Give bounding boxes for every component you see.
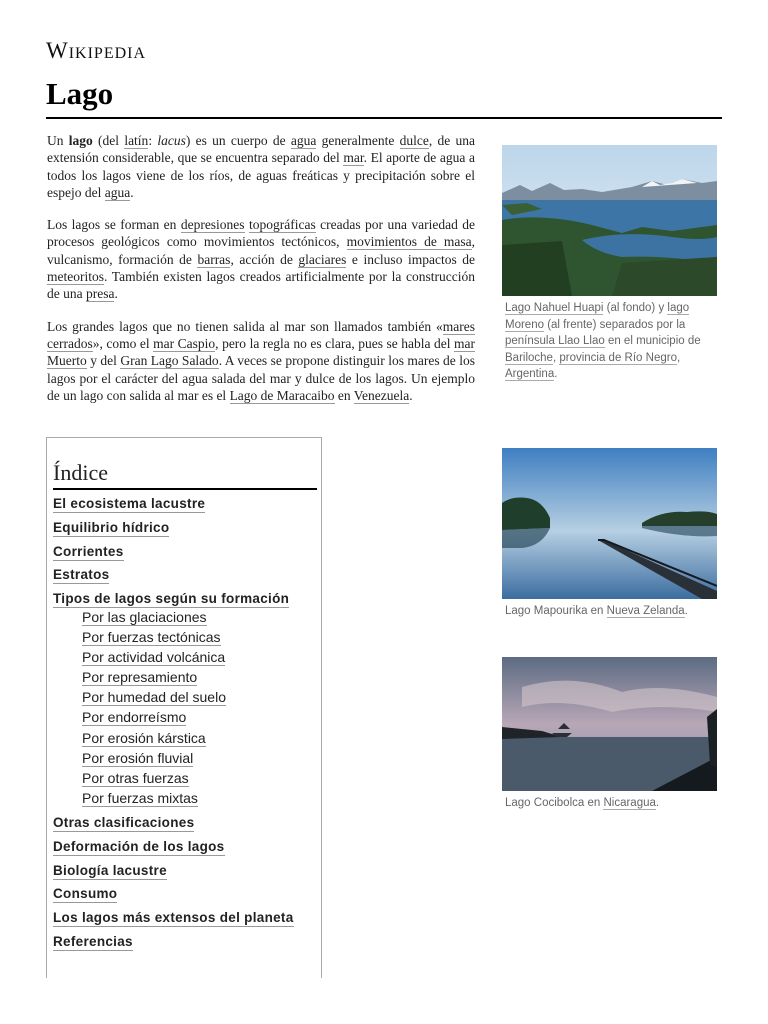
toc-subitem[interactable] [53,770,319,790]
text-run: Lago Mapourika en [505,605,607,617]
toc-title: Índice [53,460,317,490]
toc-link[interactable]: Los lagos más extensos del planeta [53,910,294,926]
inline-link[interactable]: topográficas [248,217,316,233]
toc-item[interactable] [53,934,319,958]
text-run: Los grandes lagos que no tienen salida al mar son llamados también « [47,318,443,334]
table-of-contents [46,437,322,978]
text-run: ) es un cuerpo de [185,133,291,148]
figure-caption [502,603,717,620]
toc-item[interactable] [53,886,319,910]
text-run: e incluso impactos de [346,251,475,267]
text-run: . [655,797,660,809]
toc-link[interactable]: Por las glaciaciones [82,608,207,625]
text-run: , [552,351,560,364]
text-run: , [676,351,681,364]
lake-nahuel-huapi-image[interactable] [502,145,717,296]
toc-subitem[interactable] [53,709,319,729]
toc-link[interactable]: Estratos [53,567,110,583]
toc-subitem[interactable] [53,649,319,669]
text-run: », como el [92,335,154,351]
toc-link[interactable]: Por erosión kárstica [82,729,206,746]
inline-link[interactable]: mares cerrados [47,318,475,351]
text-run: , pero la regla no es clara, pues se habla del [215,335,454,351]
toc-link[interactable]: Biología lacustre [53,862,167,878]
intro-paragraph-2 [47,216,475,302]
toc-link[interactable]: El ecosistema lacustre [53,496,206,511]
article-body [47,132,475,419]
text-run: . [554,368,558,380]
inline-link[interactable]: movimientos de masa [346,234,472,250]
toc-subitem[interactable] [53,750,319,770]
text-run: y del [86,353,121,369]
inline-link[interactable]: Argentina [505,368,555,380]
toc-item[interactable] [53,544,319,568]
inline-link[interactable]: Venezuela [353,387,410,403]
text-run: : [148,133,158,148]
toc-subitem[interactable] [53,629,319,649]
inline-link[interactable]: latín [124,133,149,148]
toc-link[interactable]: Tipos de lagos según su formación [53,591,290,607]
toc-subitem[interactable] [53,730,319,750]
text-run: , acción de [230,251,299,267]
inline-link[interactable]: depresiones [180,217,245,233]
text-run: (al fondo) y [603,302,668,314]
toc-link[interactable]: Por actividad volcánica [82,649,226,666]
inline-link[interactable]: Nueva Zelanda [606,605,685,617]
text-run: , vulcanismo, formación de [47,234,476,267]
italic-term: lacus [157,133,186,148]
toc-subitem[interactable] [53,790,319,810]
figure-caption [502,795,717,812]
inline-link[interactable]: mar Muerto [47,335,475,369]
inline-link[interactable]: presa [85,286,115,302]
text-run: . [130,184,134,200]
inline-link[interactable]: Lago Nahuel Huapi [505,302,604,314]
toc-link[interactable]: Por erosión fluvial [82,749,194,766]
figure-caption [502,300,717,383]
toc-link[interactable]: Por otras fuerzas [82,769,189,786]
text-run: . El aporte de agua a todos los lagos viene de los ríos, de aguas freáticas y precipitación sobre el espejo del [47,150,475,200]
toc-subitem[interactable] [53,609,319,629]
page-title: Lago [46,76,114,111]
text-run: . A veces se propone distinguir los mares de los lagos por el carácter del agua salada del mar y dulce de los lagos. Un ejemplo de un lago con salida al mar es el [47,353,475,403]
toc-link[interactable]: Deformación de los lagos [53,838,225,854]
text-run: . También existen lagos creados artificialmente por la construcción de una [47,269,475,302]
toc-list [53,496,319,958]
inline-link[interactable]: lago Moreno [505,302,690,331]
inline-link[interactable]: Gran Lago Salado [120,353,219,369]
text-run: creadas por una variedad de procesos geológicos como movimientos tectónicos, [47,217,475,250]
inline-link[interactable]: agua [290,133,317,148]
inline-link[interactable]: Nicaragua [603,797,656,809]
toc-item[interactable] [53,863,319,887]
text-run: Un [47,133,69,148]
text-run: Lago Cocibolca en [505,797,604,809]
intro-paragraph-1 [47,132,475,201]
toc-item[interactable] [53,839,319,863]
text-run: (al frente) separados por la [544,318,686,331]
figure-cocibolca [502,657,717,812]
text-run: . [684,605,688,617]
inline-link[interactable]: Lago de Maracaibo [229,387,335,403]
toc-link[interactable]: Por fuerzas tectónicas [82,629,221,646]
inline-link[interactable]: barras [197,251,231,267]
text-run: . [114,286,118,302]
text-run: (del [92,133,125,148]
toc-link[interactable]: Equilibrio hídrico [53,519,170,535]
inline-link[interactable]: meteoritos [47,269,104,285]
text-run: , de una extensión considerable, que se encuentra separado del [47,133,475,166]
toc-item[interactable] [53,910,319,934]
inline-link[interactable]: dulce [399,133,429,148]
title-divider [46,117,722,119]
toc-item[interactable] [53,520,319,544]
wikipedia-wordmark[interactable]: Wikipedia [46,38,147,63]
lake-mapourika-image[interactable] [502,448,717,599]
lake-cocibolca-image[interactable] [502,657,717,791]
text-run: en el municipio de [604,335,701,347]
inline-link[interactable]: Bariloche [505,351,553,364]
toc-item[interactable] [53,815,319,839]
toc-link[interactable]: Consumo [53,886,118,902]
toc-link[interactable]: Otras clasificaciones [53,814,195,830]
toc-link[interactable]: Corrientes [53,543,124,559]
text-run: generalmente [316,133,400,148]
intro-paragraph-3 [47,318,475,404]
text-run: Los lagos se forman en [47,217,181,233]
bold-term: lago [68,133,93,148]
figure-nahuel-huapi [502,145,717,383]
inline-link[interactable]: mar Caspio [153,335,216,351]
figure-mapourika [502,448,717,620]
inline-link[interactable]: mar [343,150,364,166]
text-run: en [334,387,354,403]
inline-link[interactable]: provincia de Río Negro [559,351,677,364]
inline-link[interactable]: península Llao Llao [505,335,605,347]
toc-link[interactable]: Referencias [53,933,133,949]
inline-link[interactable]: glaciares [298,251,347,267]
toc-subitem[interactable] [53,669,319,689]
toc-link[interactable]: Por humedad del suelo [82,689,226,706]
toc-item[interactable] [53,496,319,520]
toc-subitem[interactable] [53,689,319,709]
toc-link[interactable]: Por fuerzas mixtas [82,789,198,806]
toc-item[interactable] [53,567,319,591]
inline-link[interactable]: agua [104,184,131,200]
toc-link[interactable]: Por represamiento [82,669,198,686]
text-run: . [409,387,413,403]
toc-link[interactable]: Por endorreísmo [82,709,187,726]
